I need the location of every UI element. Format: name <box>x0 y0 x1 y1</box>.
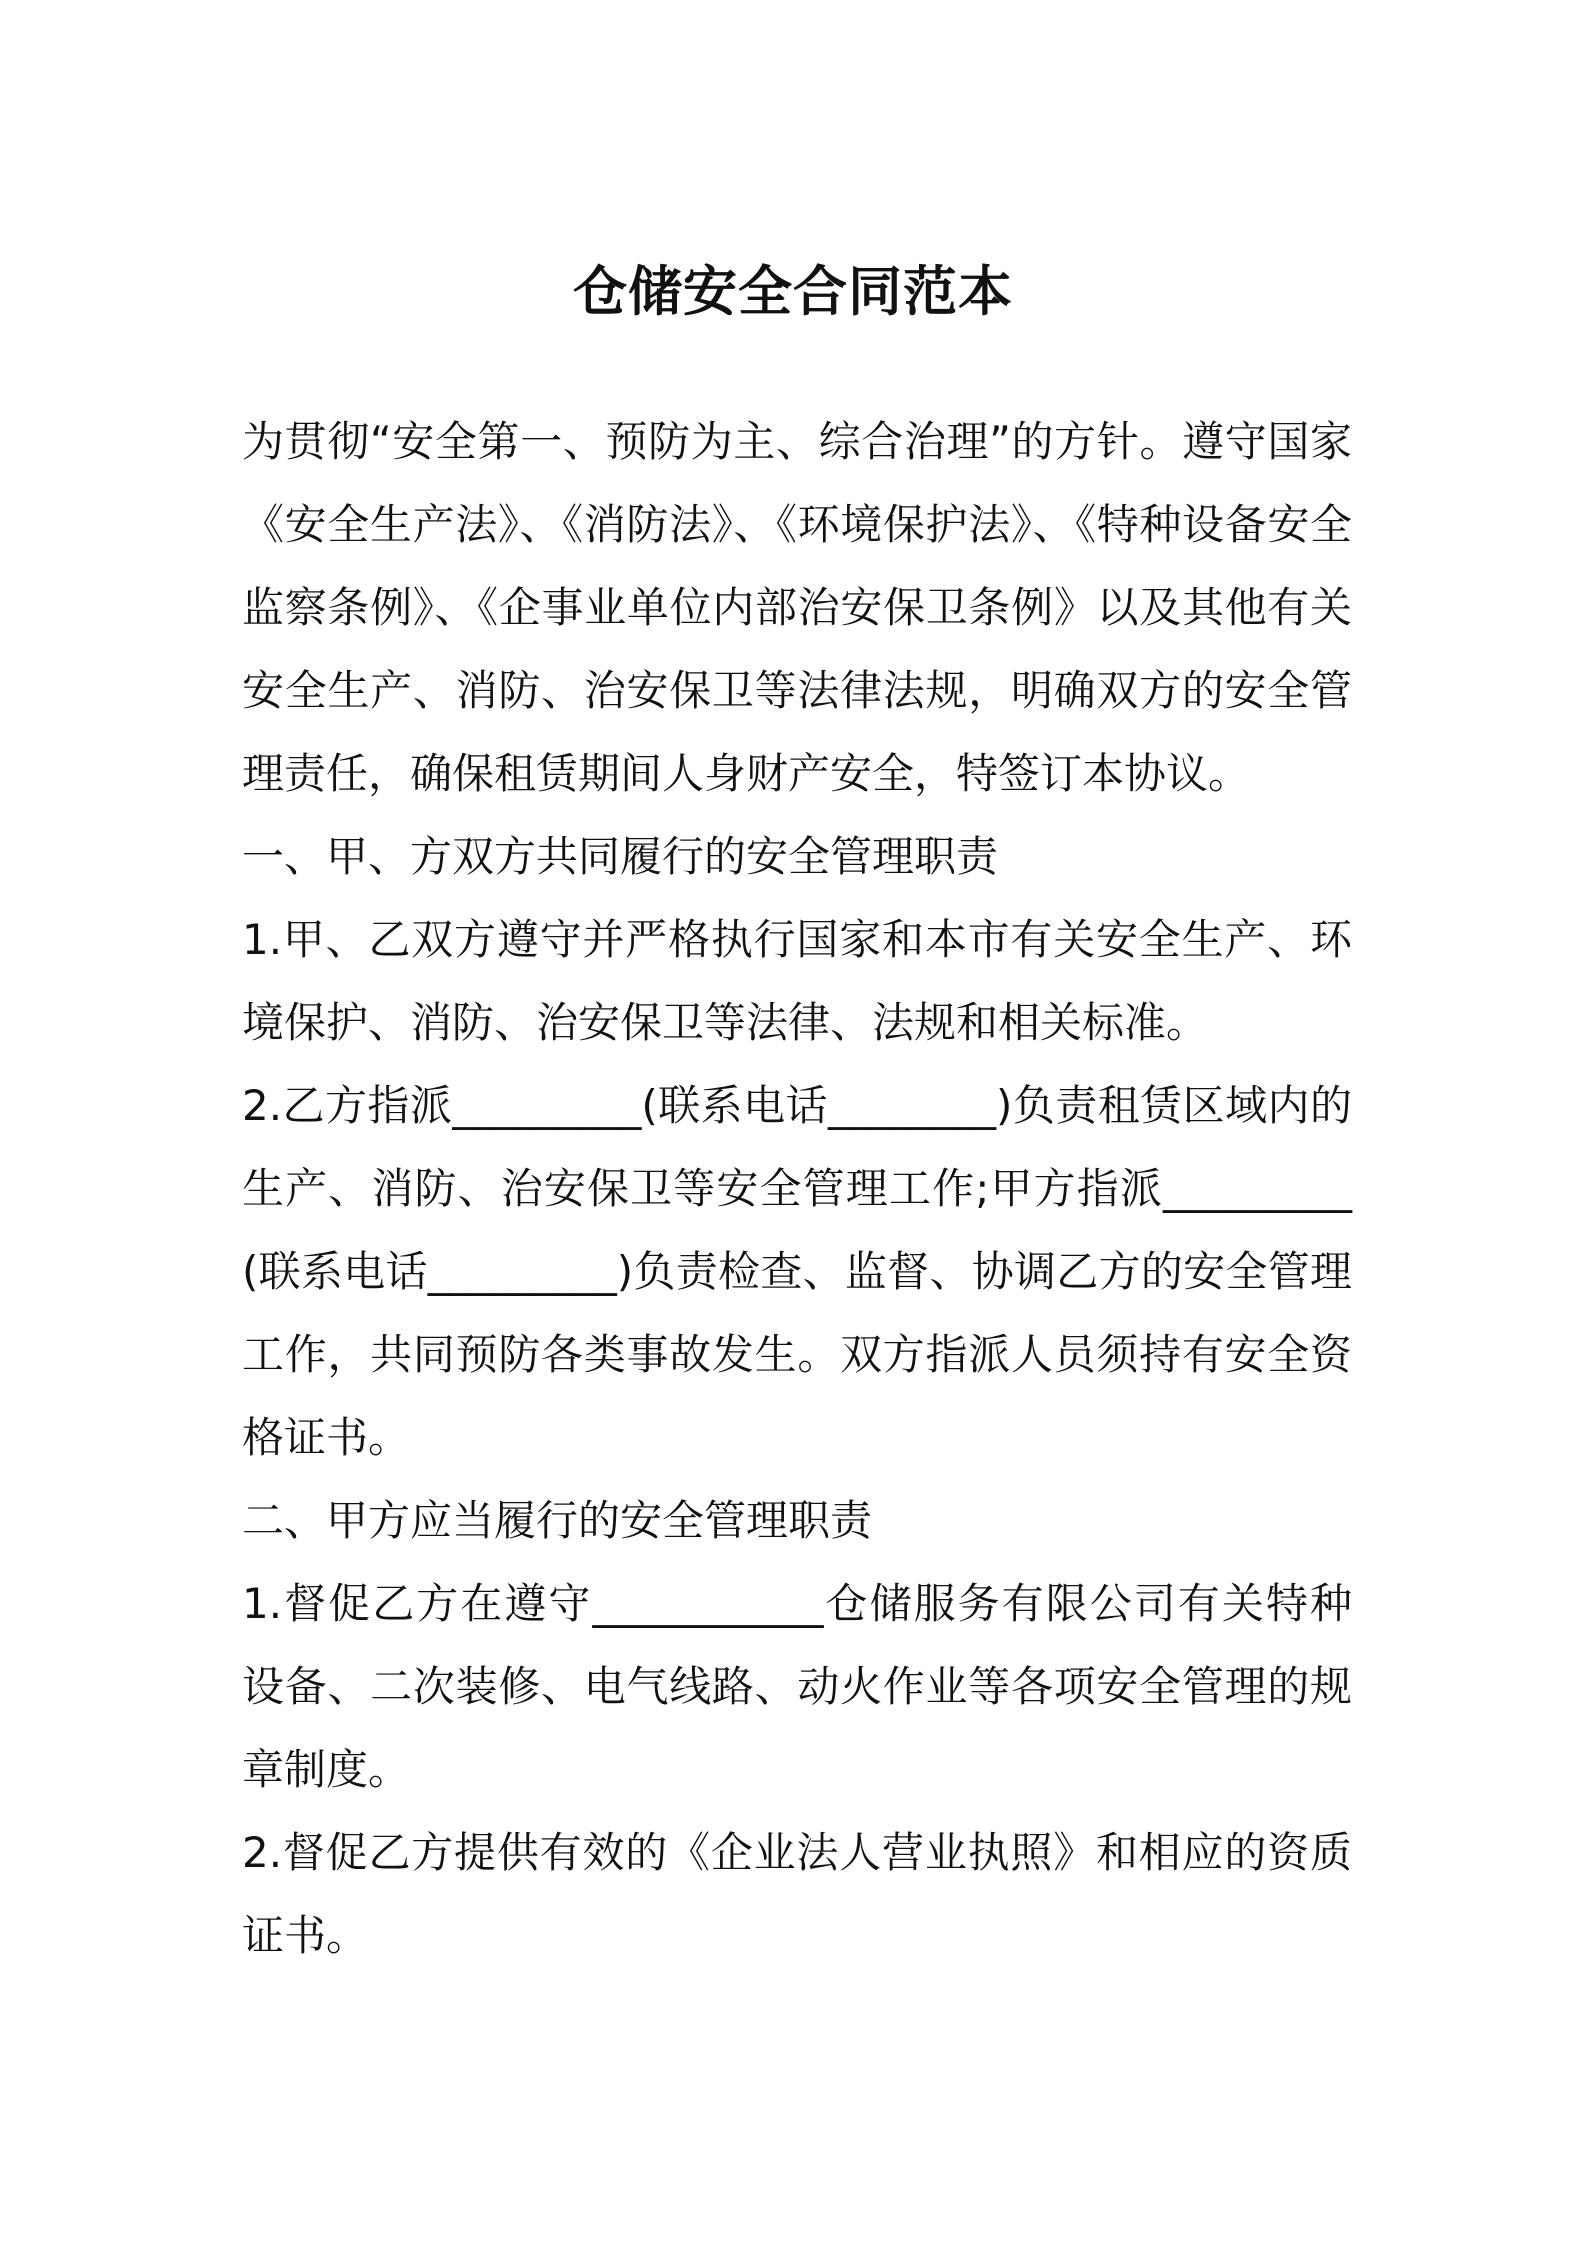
clause-1-2: 2.乙方指派_________(联系电话________)负责租赁区域内的生产、消防、治安保卫等安全管理工作;甲方指派_________(联系电话_________)负责检查、监督、协调乙方的安全管理工作，共同预防各类事故发生。双方指派人员须持有安全资格证书。 <box>242 1081 1352 1462</box>
clause-1-1: 1.甲、乙双方遵守并严格执行国家和本市有关安全生产、环境保护、消防、治安保卫等法律、法规和相关标准。 <box>242 915 1352 1047</box>
section-heading-1: 一、甲、方双方共同履行的安全管理职责 <box>242 832 999 881</box>
section-heading-2: 二、甲方应当履行的安全管理职责 <box>242 1496 873 1545</box>
clause-2-1: 1.督促乙方在遵守___________仓储服务有限公司有关特种设备、二次装修、电气线路、动火作业等各项安全管理的规章制度。 <box>242 1579 1352 1794</box>
intro-paragraph: 为贯彻“安全第一、预防为主、综合治理”的方针。遵守国家《安全生产法》、《消防法》、《环境保护法》、《特种设备安全监察条例》、《企事业单位内部治安保卫条例》以及其他有关安全生产、消防、治安保卫等法律法规，明确双方的安全管理责任，确保租赁期间人身财产安全，特签订本协议。 <box>242 417 1352 798</box>
document-title: 仓储安全合同范本 <box>573 260 1013 323</box>
document-body <box>242 400 1352 1977</box>
clause-2-2: 2.督促乙方提供有效的《企业法人营业执照》和相应的资质证书。 <box>242 1828 1352 1960</box>
